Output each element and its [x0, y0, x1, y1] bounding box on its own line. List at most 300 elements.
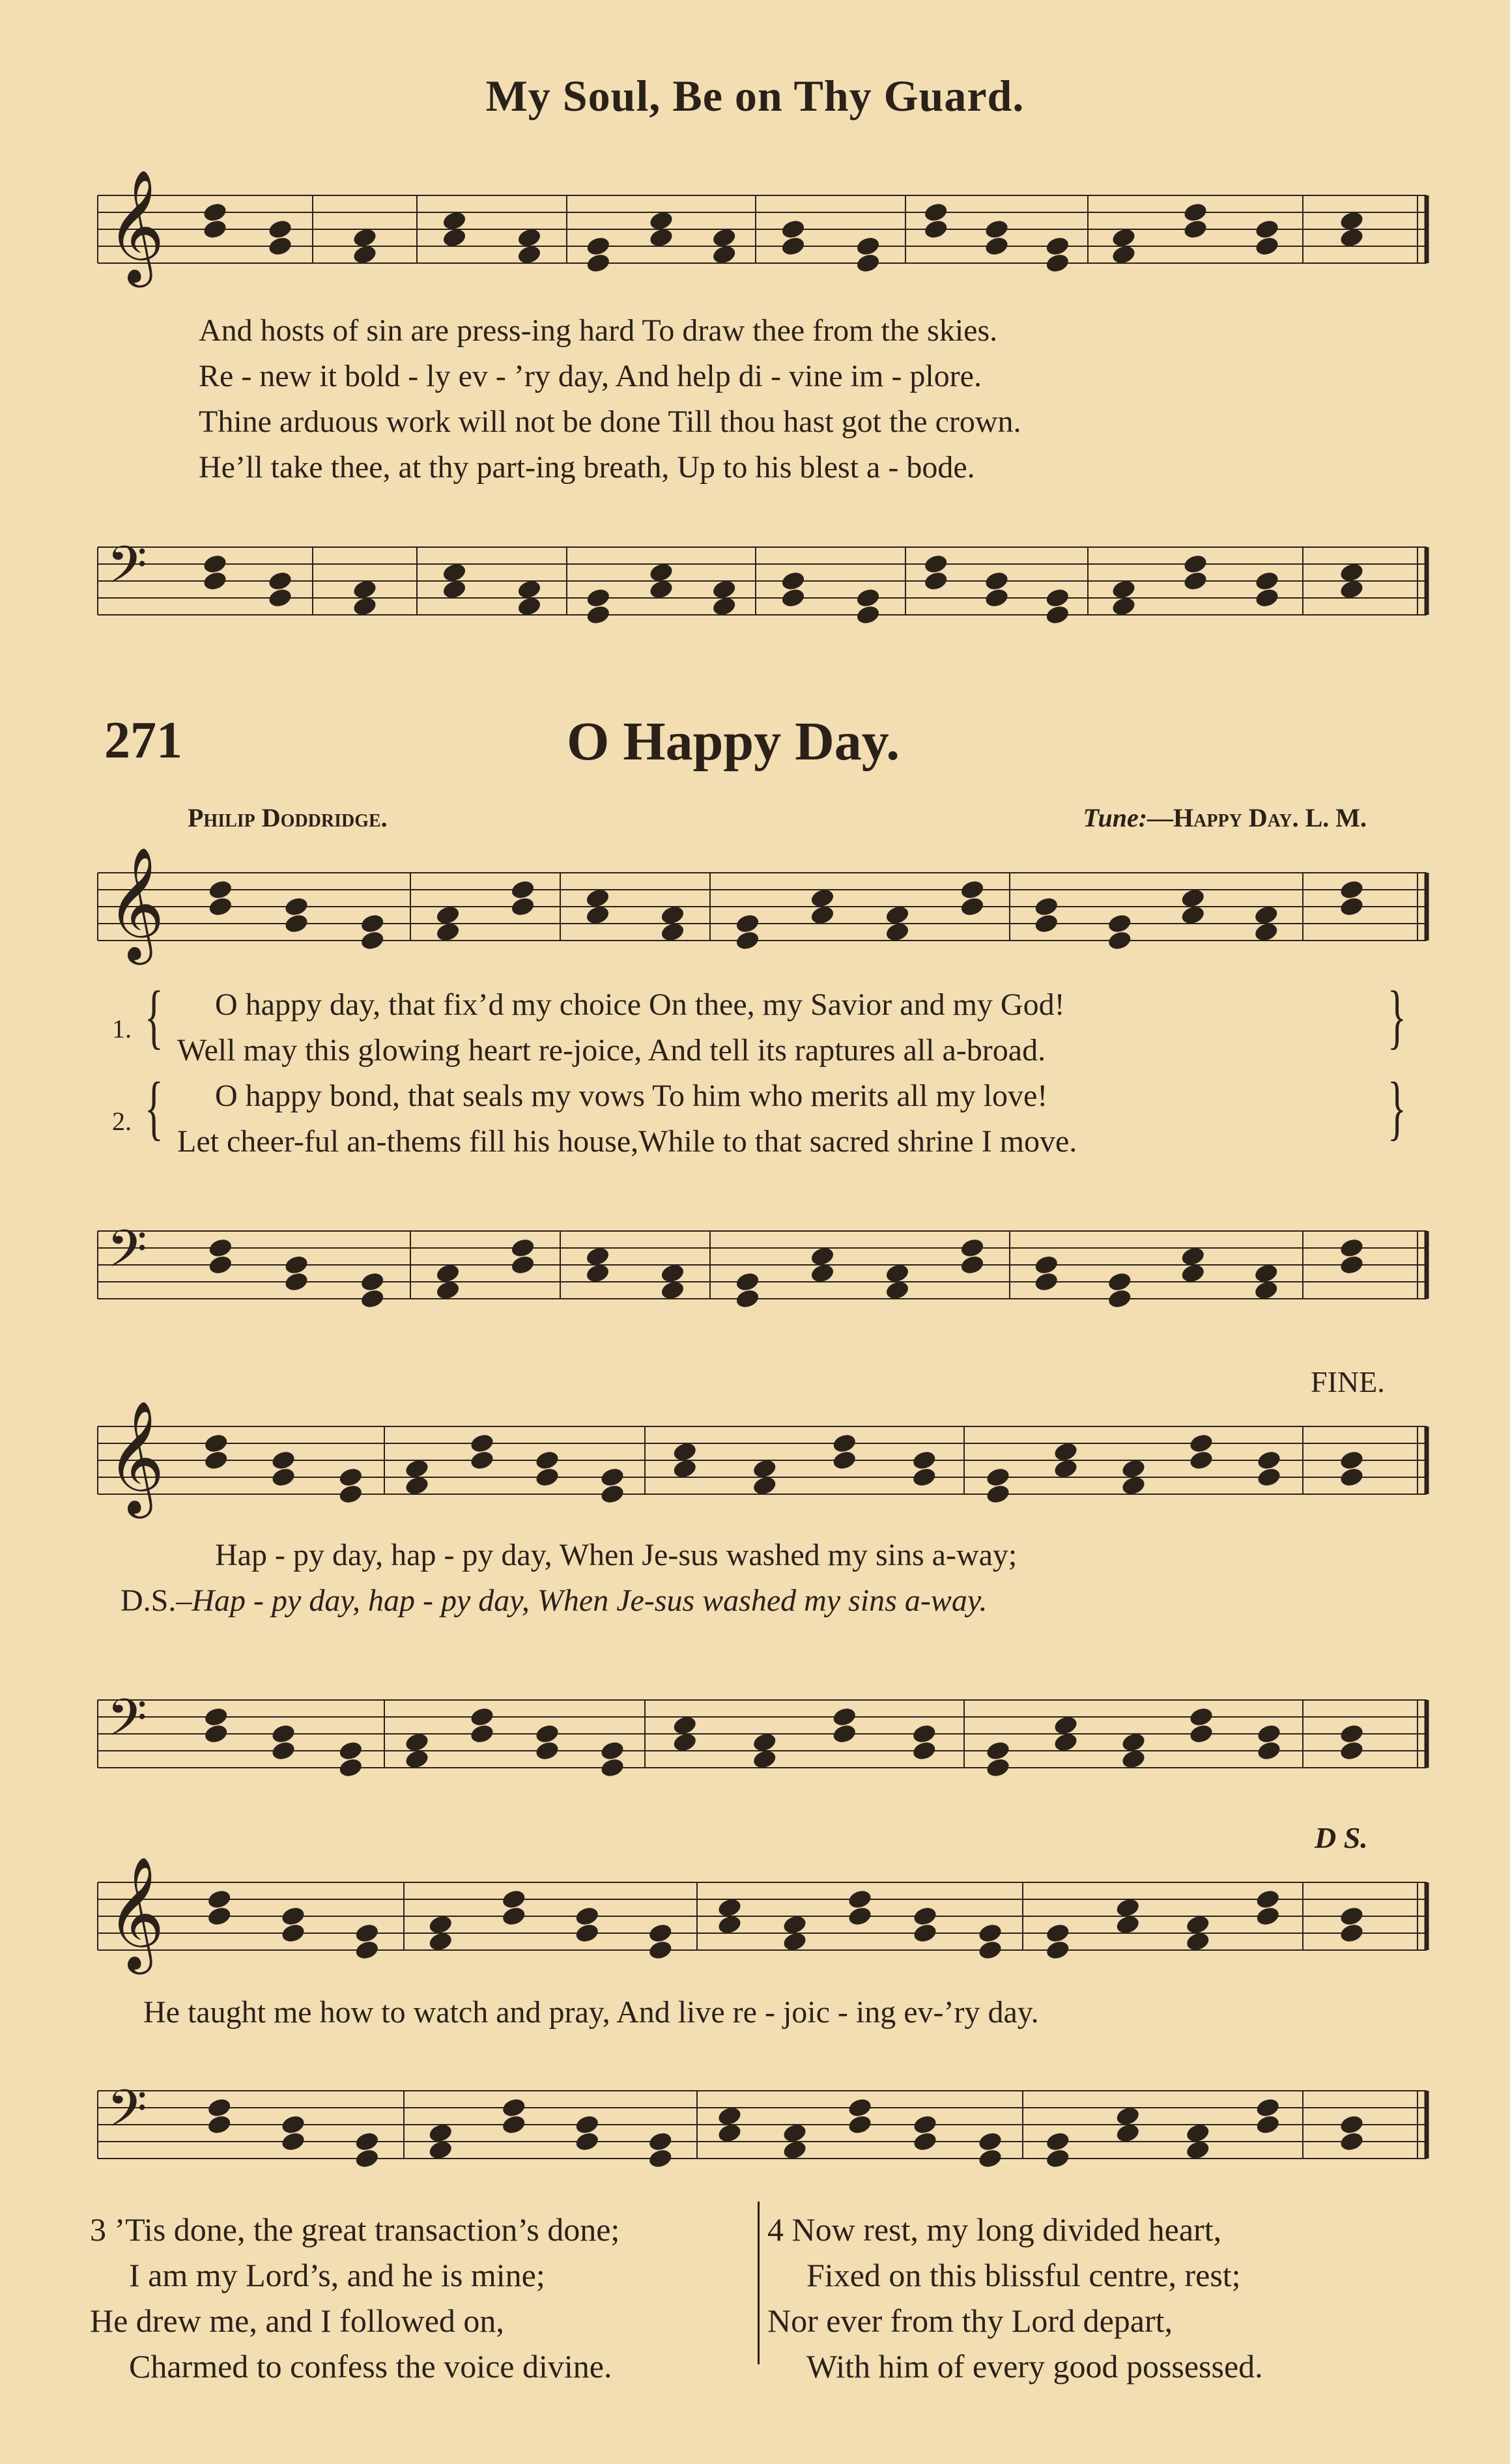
note-head [599, 1483, 625, 1505]
note-head [780, 587, 806, 609]
note-head [1256, 1723, 1282, 1745]
note-head [1256, 1466, 1282, 1488]
note-head [780, 570, 806, 592]
note-head [585, 587, 611, 609]
hymn-number: 271 [104, 712, 182, 769]
note-head [1256, 1740, 1282, 1762]
note-head [1339, 1723, 1365, 1745]
note-head [534, 1449, 560, 1471]
note-head [831, 1723, 857, 1745]
note-head [267, 218, 293, 240]
note-head [911, 1466, 937, 1488]
note-head [648, 1922, 674, 1944]
note-head [404, 1731, 430, 1753]
note-head [203, 1706, 229, 1728]
note-head [1185, 1914, 1211, 1936]
note-head [1339, 2114, 1365, 2136]
note-head [1253, 921, 1279, 943]
note-head [516, 578, 542, 601]
note-head [534, 1723, 560, 1745]
note-head [1256, 1449, 1282, 1471]
hymn-tune [1083, 802, 1367, 833]
note-head [659, 1279, 685, 1301]
note-head [734, 1288, 760, 1310]
lyric-line: He taught me how to watch and pray, And live re - joic - ing ev-’ry day. [143, 1995, 1039, 2030]
note-head [1253, 1262, 1279, 1284]
note-head [884, 1279, 910, 1301]
note-head [584, 1262, 610, 1284]
note-head [648, 227, 674, 249]
note-head [1111, 244, 1137, 266]
note-head [1180, 1245, 1206, 1267]
note-head [516, 595, 542, 617]
note-head [1255, 2097, 1281, 2119]
note-head [283, 1254, 309, 1276]
note-head [599, 1740, 625, 1762]
fine-marker: FINE. [1311, 1365, 1385, 1398]
brace: } [1387, 1068, 1406, 1147]
staff-drawing [98, 1400, 1427, 1514]
hymn-author: Philip Doddridge. [188, 803, 388, 832]
note-head [501, 1905, 527, 1927]
ds-prefix: D.S.– [121, 1583, 192, 1618]
bass-clef-icon: 𝄢 [107, 2078, 147, 2151]
note-head [283, 1271, 309, 1293]
note-head [1044, 587, 1070, 609]
note-head [599, 1466, 625, 1488]
note-head [959, 879, 985, 901]
note-head [1339, 227, 1365, 249]
note-head [1255, 1888, 1281, 1910]
bass-clef-icon: 𝄢 [107, 535, 147, 608]
note-head [809, 1245, 835, 1267]
treble-clef-icon: 𝄞 [107, 1856, 165, 1970]
note-head [270, 1740, 296, 1762]
note-head [1053, 1441, 1079, 1463]
note-head [585, 604, 611, 626]
note-head [207, 1905, 233, 1927]
lyric-line: He’ll take thee, at thy part-ing breath, Up to his blest a - bode. [199, 450, 975, 485]
note-head [911, 1740, 937, 1762]
note-head [354, 2131, 380, 2153]
note-head [1182, 218, 1208, 240]
note-head [202, 570, 228, 592]
note-head [202, 218, 228, 240]
note-head [267, 235, 293, 257]
stanza-4 [767, 2207, 1263, 2389]
note-head [501, 2114, 527, 2136]
note-head [469, 1706, 495, 1728]
note-head [985, 1483, 1011, 1505]
note-head [434, 921, 461, 943]
note-head [360, 929, 386, 952]
note-head [912, 2131, 938, 2153]
note-head [1339, 1449, 1365, 1471]
ds-line [121, 1583, 987, 1619]
note-head [1107, 1271, 1133, 1293]
note-head [717, 1897, 743, 1919]
note-head [203, 1723, 229, 1745]
note-head [923, 553, 949, 575]
note-head [1107, 929, 1133, 952]
note-head [1033, 913, 1059, 935]
lyric-line: And hosts of sin are press-ing hard To draw thee from the skies. [199, 313, 998, 348]
note-head [1339, 561, 1365, 584]
note-head [584, 1245, 610, 1267]
note-head [599, 1757, 625, 1779]
stanza-line: 3 ’Tis done, the great transaction’s done; [90, 2211, 620, 2248]
note-head [574, 2114, 600, 2136]
note-head [1188, 1723, 1214, 1745]
staff-drawing [98, 847, 1427, 960]
note-head [1180, 1262, 1206, 1284]
bass-staff-4 [98, 2071, 1427, 2178]
note-head [280, 2131, 306, 2153]
note-head [672, 1458, 698, 1480]
note-head [352, 227, 378, 249]
staff-drawing [98, 1856, 1427, 1970]
chorus-line: Hap - py day, hap - py day, When Je-sus washed my sins a-way; [215, 1538, 1018, 1572]
note-head [1033, 1254, 1059, 1276]
note-head [427, 1931, 453, 1953]
note-head [984, 570, 1010, 592]
bass-staff-1 [98, 528, 1427, 634]
stanza-3 [90, 2207, 620, 2389]
top-hymn-title: My Soul, Be on Thy Guard. [485, 71, 1025, 120]
note-head [985, 1757, 1011, 1779]
verse-line: O happy day, that fix’d my choice On thee, my Savior and my God! [215, 987, 1065, 1022]
note-head [509, 1254, 535, 1276]
note-head [659, 904, 685, 926]
note-head [734, 913, 760, 935]
note-head [1339, 1237, 1365, 1259]
note-head [711, 595, 737, 617]
staff-drawing [98, 169, 1427, 283]
note-head [501, 2097, 527, 2119]
note-head [469, 1723, 495, 1745]
note-head [734, 1271, 760, 1293]
note-head [831, 1432, 857, 1454]
staff-drawing [98, 2071, 1427, 2178]
tune-name: —Happy Day. L. M. [1147, 803, 1367, 832]
note-head [648, 578, 674, 601]
note-head [584, 904, 610, 926]
note-head [1185, 1931, 1211, 1953]
note-head [1107, 1288, 1133, 1310]
note-head [1111, 595, 1137, 617]
note-head [1339, 1740, 1365, 1762]
note-head [780, 235, 806, 257]
note-head [711, 227, 737, 249]
note-head [1115, 1914, 1141, 1936]
note-head [354, 2147, 380, 2170]
note-head [984, 218, 1010, 240]
note-head [711, 578, 737, 601]
note-head [1180, 887, 1206, 909]
note-head [509, 879, 535, 901]
note-head [855, 252, 881, 274]
note-head [1120, 1475, 1147, 1497]
note-head [855, 587, 881, 609]
note-head [574, 2131, 600, 2153]
note-head [441, 227, 467, 249]
brace: { [144, 1068, 164, 1147]
note-head [270, 1466, 296, 1488]
note-head [1120, 1748, 1147, 1770]
verse-line: Well may this glowing heart re-joice, And tell its raptures all a-broad. [177, 1033, 1046, 1068]
note-head [207, 2114, 233, 2136]
note-head [469, 1432, 495, 1454]
note-head [404, 1475, 430, 1497]
verse-line: O happy bond, that seals my vows To him who merits all my love! [215, 1079, 1048, 1113]
stanza-line: I am my Lord’s, and he is mine; [129, 2257, 545, 2293]
note-head [534, 1466, 560, 1488]
note-head [337, 1466, 363, 1488]
note-head [1115, 2105, 1141, 2127]
treble-clef-icon: 𝄞 [107, 169, 165, 283]
note-head [441, 578, 467, 601]
bass-staff-3 [98, 1680, 1427, 1787]
note-head [509, 1237, 535, 1259]
note-head [711, 244, 737, 266]
note-head [207, 879, 233, 901]
note-head [354, 1939, 380, 1961]
brace: } [1387, 976, 1406, 1056]
note-head [1111, 578, 1137, 601]
lyric-line: Re - new it bold - ly ev - ’ry day, And help di - vine im - plore. [199, 359, 982, 393]
note-head [912, 1905, 938, 1927]
note-head [360, 913, 386, 935]
note-head [202, 553, 228, 575]
note-head [912, 2114, 938, 2136]
note-head [207, 1237, 233, 1259]
note-head [1033, 1271, 1059, 1293]
note-head [847, 2114, 873, 2136]
note-head [207, 2097, 233, 2119]
note-head [283, 913, 309, 935]
note-head [1115, 1897, 1141, 1919]
note-head [585, 252, 611, 274]
brace: { [144, 976, 164, 1056]
note-head [923, 570, 949, 592]
note-head [648, 1939, 674, 1961]
note-head [752, 1731, 778, 1753]
stanza-line: 4 Now rest, my long divided heart, [767, 2211, 1222, 2248]
note-head [1044, 235, 1070, 257]
note-head [534, 1740, 560, 1762]
note-head [441, 210, 467, 232]
note-head [516, 227, 542, 249]
note-head [847, 1905, 873, 1927]
note-head [717, 1914, 743, 1936]
note-head [434, 904, 461, 926]
note-head [1185, 2139, 1211, 2161]
note-head [1254, 235, 1280, 257]
note-head [911, 1723, 937, 1745]
note-head [352, 244, 378, 266]
note-head [203, 1432, 229, 1454]
verse-number: 1. [112, 1014, 132, 1043]
note-head [884, 1262, 910, 1284]
note-head [809, 887, 835, 909]
note-head [509, 896, 535, 918]
note-head [404, 1748, 430, 1770]
staff-drawing [98, 1211, 1427, 1318]
note-head [354, 1922, 380, 1944]
note-head [977, 2147, 1003, 2170]
treble-staff-1 [98, 169, 1427, 283]
note-head [1188, 1432, 1214, 1454]
note-head [1045, 1922, 1071, 1944]
bass-clef-icon: 𝄢 [107, 1688, 147, 1761]
note-head [1045, 2147, 1071, 2170]
ds-lyric: Hap - py day, hap - py day, When Je-sus washed my sins a-way. [192, 1583, 988, 1618]
stanza-line: Charmed to confess the voice divine. [129, 2348, 612, 2385]
note-head [1254, 570, 1280, 592]
note-head [1339, 578, 1365, 601]
note-head [1339, 1254, 1365, 1276]
note-head [1255, 1905, 1281, 1927]
note-head [427, 1914, 453, 1936]
note-head [1182, 201, 1208, 223]
note-head [847, 1888, 873, 1910]
note-head [337, 1740, 363, 1762]
lyric-line: Thine arduous work will not be done Till thou hast got the crown. [199, 404, 1021, 439]
note-head [267, 587, 293, 609]
note-head [427, 2139, 453, 2161]
note-head [780, 218, 806, 240]
note-head [752, 1748, 778, 1770]
ds-marker: D S. [1315, 1821, 1368, 1854]
note-head [1044, 252, 1070, 274]
note-head [427, 2122, 453, 2144]
note-head [207, 1254, 233, 1276]
note-head [267, 570, 293, 592]
note-head [1188, 1706, 1214, 1728]
note-head [855, 235, 881, 257]
stanza-line: Nor ever from thy Lord depart, [767, 2302, 1173, 2339]
note-head [352, 595, 378, 617]
note-head [1253, 904, 1279, 926]
note-head [1185, 2122, 1211, 2144]
note-head [202, 201, 228, 223]
note-head [1254, 587, 1280, 609]
note-head [270, 1449, 296, 1471]
note-head [1254, 218, 1280, 240]
note-head [1053, 1458, 1079, 1480]
treble-staff-2 [98, 847, 1427, 960]
note-head [1045, 2131, 1071, 2153]
note-head [1053, 1731, 1079, 1753]
note-head [782, 2139, 808, 2161]
note-head [752, 1475, 778, 1497]
note-head [648, 561, 674, 584]
treble-staff-4 [98, 1856, 1427, 1970]
note-head [360, 1271, 386, 1293]
note-head [782, 2122, 808, 2144]
note-head [584, 887, 610, 909]
note-head [1111, 227, 1137, 249]
note-head [1107, 913, 1133, 935]
note-head [337, 1757, 363, 1779]
note-head [1339, 879, 1365, 901]
note-head [648, 210, 674, 232]
note-head [977, 1922, 1003, 1944]
note-head [648, 2131, 674, 2153]
note-head [831, 1706, 857, 1728]
note-head [1188, 1449, 1214, 1471]
note-head [752, 1458, 778, 1480]
note-head [923, 201, 949, 223]
note-head [959, 1254, 985, 1276]
note-head [855, 604, 881, 626]
note-head [1182, 570, 1208, 592]
note-head [1120, 1458, 1147, 1480]
note-head [1255, 2114, 1281, 2136]
note-head [985, 1466, 1011, 1488]
hymn-title: O Happy Day. [567, 711, 900, 772]
verse-number: 2. [112, 1107, 132, 1136]
note-head [270, 1723, 296, 1745]
treble-clef-icon: 𝄞 [107, 1400, 165, 1514]
note-head [847, 2097, 873, 2119]
note-head [782, 1914, 808, 1936]
note-head [1045, 1939, 1071, 1961]
note-head [469, 1449, 495, 1471]
note-head [360, 1288, 386, 1310]
note-head [1120, 1731, 1147, 1753]
note-head [672, 1714, 698, 1736]
note-head [585, 235, 611, 257]
note-head [1253, 1279, 1279, 1301]
note-head [1339, 896, 1365, 918]
note-head [959, 896, 985, 918]
staff-drawing [98, 528, 1427, 634]
stanza-line: Fixed on this blissful centre, rest; [806, 2257, 1241, 2293]
note-head [717, 2122, 743, 2144]
note-head [404, 1458, 430, 1480]
note-head [923, 218, 949, 240]
note-head [984, 235, 1010, 257]
note-head [207, 1888, 233, 1910]
note-head [1180, 904, 1206, 926]
note-head [280, 1905, 306, 1927]
note-head [1115, 2122, 1141, 2144]
note-head [977, 2131, 1003, 2153]
note-head [1339, 2131, 1365, 2153]
note-head [959, 1237, 985, 1259]
staff-drawing [98, 1680, 1427, 1787]
stanza-line: He drew me, and I followed on, [90, 2302, 504, 2339]
note-head [659, 1262, 685, 1284]
note-head [337, 1483, 363, 1505]
note-head [1182, 553, 1208, 575]
note-head [441, 561, 467, 584]
note-head [977, 1939, 1003, 1961]
note-head [734, 929, 760, 952]
note-head [203, 1449, 229, 1471]
note-head [280, 1922, 306, 1944]
note-head [207, 896, 233, 918]
note-head [1339, 1905, 1365, 1927]
note-head [809, 904, 835, 926]
bass-clef-icon: 𝄢 [107, 1219, 147, 1292]
treble-clef-icon: 𝄞 [107, 847, 165, 960]
note-head [831, 1449, 857, 1471]
stanza-divider [758, 2202, 760, 2364]
note-head [434, 1279, 461, 1301]
note-head [1339, 1922, 1365, 1944]
